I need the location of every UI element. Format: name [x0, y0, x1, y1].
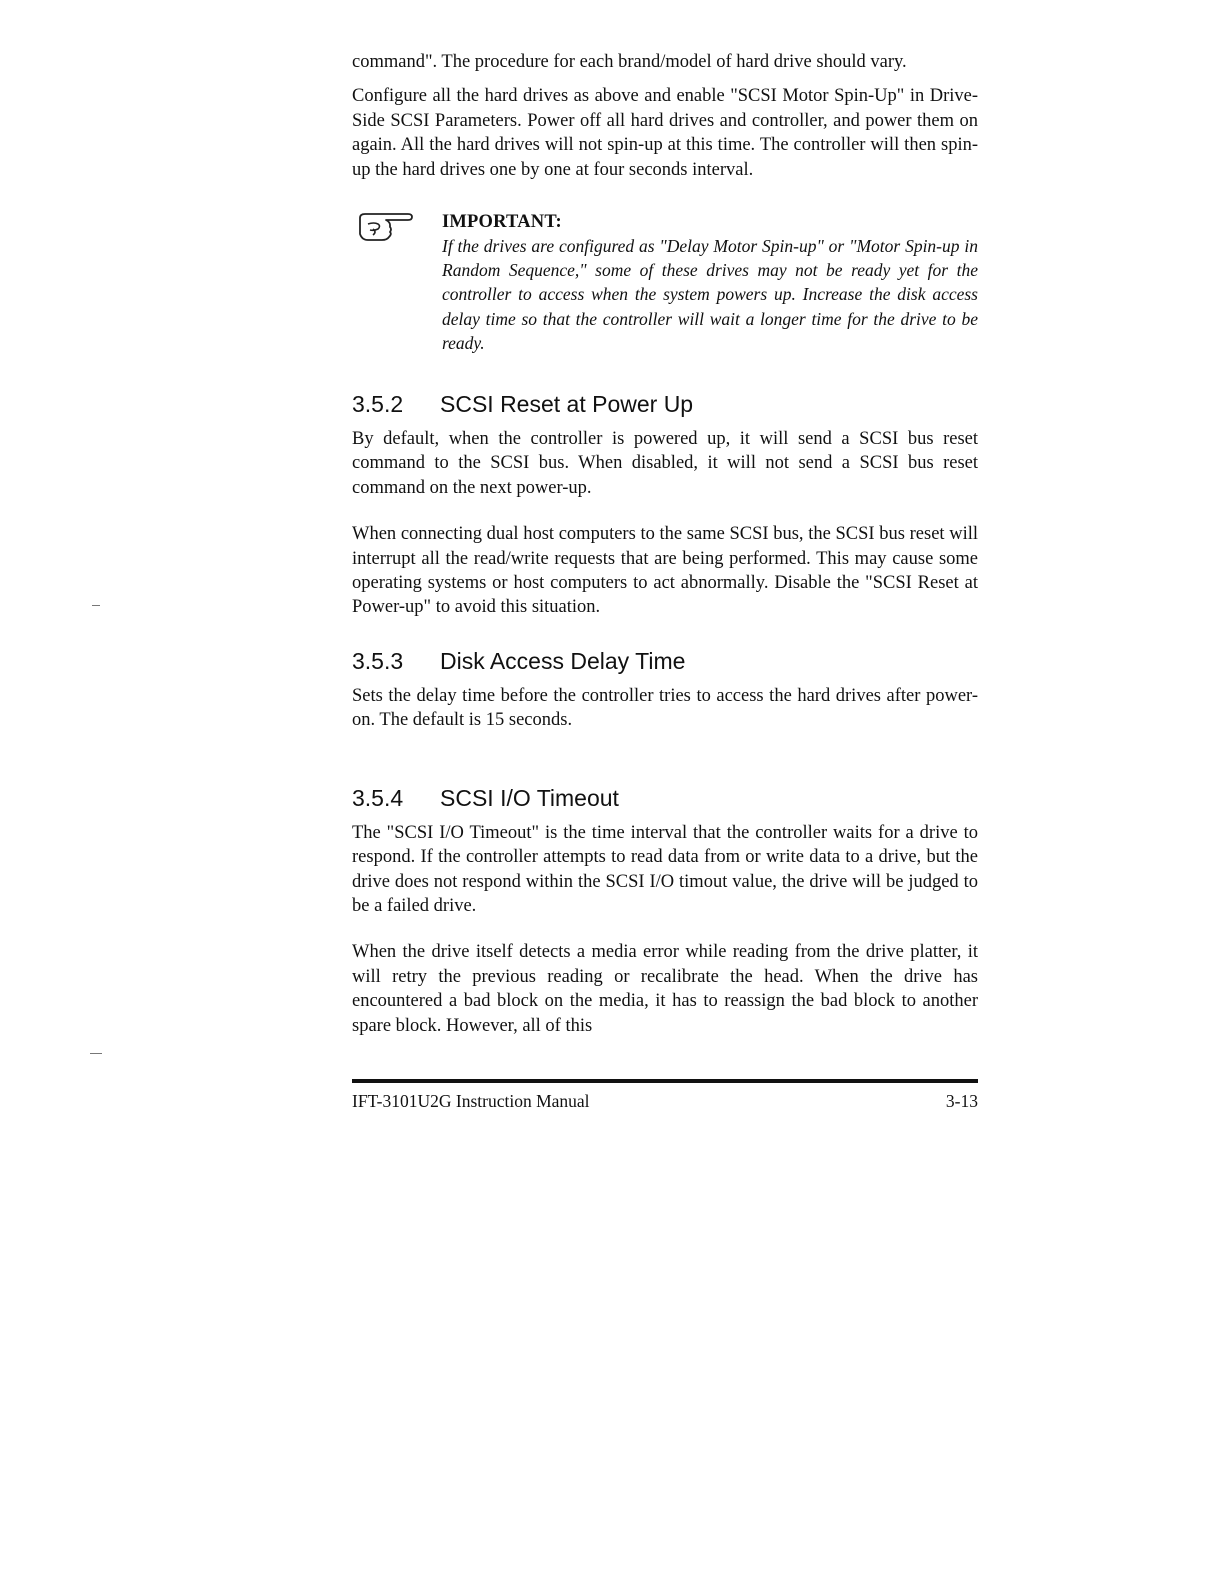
section-heading-disk-access-delay — [352, 646, 978, 676]
section-title: SCSI I/O Timeout — [440, 784, 619, 811]
scan-margin-mark — [90, 1053, 102, 1054]
paragraph-scsi-reset-dual-host: When connecting dual host computers to the same SCSI bus, the SCSI bus reset will interrupt all the read/write requests that are being performed. This may cause some operating systems or host computers to act abnormally. Disable the "SCSI Reset at Power-up" to avoid this situation. — [352, 524, 978, 618]
important-note — [352, 210, 978, 355]
paragraph-disk-access-delay: Sets the delay time before the controller tries to access the hard drives after power-on. The default is 15 seconds. — [352, 685, 978, 731]
section-title: SCSI Reset at Power Up — [440, 391, 694, 418]
footer-divider — [352, 1079, 978, 1083]
paragraph-continuation: command". The procedure for each brand/model of hard drive should vary. — [352, 52, 907, 72]
page-footer — [352, 1090, 978, 1112]
paragraph-io-timeout-definition: The "SCSI I/O Timeout" is the time interval that the controller waits for a drive to respond. If the controller attempts to read data from or write data to a drive, but the drive does not respond within the SCSI I/O timout value, the drive will be judged to be a failed drive. — [352, 822, 978, 916]
section-number: 3.5.4 — [352, 784, 404, 811]
section-heading-scsi-reset — [352, 389, 978, 419]
scan-margin-mark — [92, 605, 100, 606]
footer-page-number: 3-13 — [945, 1091, 978, 1111]
important-label: IMPORTANT: — [442, 212, 562, 233]
paragraph-spinup-config: Configure all the hard drives as above and enable "SCSI Motor Spin-Up" in Drive-Side SCSI Parameters. Power off all hard drives and controller, and power them on again. All the hard drives will not spin-up at this time. The controller will then spin-up the hard drives one by one at four seconds interval. — [352, 86, 978, 180]
paragraph-scsi-reset-default: By default, when the controller is powered up, it will send a SCSI bus reset command to the SCSI bus. When disabled, it will not send a SCSI bus reset command on the next power-up. — [352, 429, 978, 498]
paragraph-io-timeout-media-error: When the drive itself detects a media error while reading from the drive platter, it will retry the previous reading or recalibrate the head. When the drive has encountered a bad block on the media, it has to reassign the bad block to another spare block. However, all of this — [352, 942, 978, 1036]
footer-manual-title: IFT-3101U2G Instruction Manual — [352, 1091, 590, 1111]
important-text: If the drives are configured as "Delay Motor Spin-up" or "Motor Spin-up in Random Sequence," some of these drives may not be ready yet for the controller to access when the system powers up. Increase the disk access delay time so that the controller will wait a longer time for the drive to be ready. — [442, 236, 978, 353]
section-number: 3.5.3 — [352, 647, 404, 674]
pointing-hand-icon — [356, 210, 414, 242]
section-title: Disk Access Delay Time — [440, 647, 686, 674]
page-content — [352, 50, 978, 1038]
section-heading-scsi-io-timeout — [352, 783, 978, 813]
section-number: 3.5.2 — [352, 391, 404, 418]
